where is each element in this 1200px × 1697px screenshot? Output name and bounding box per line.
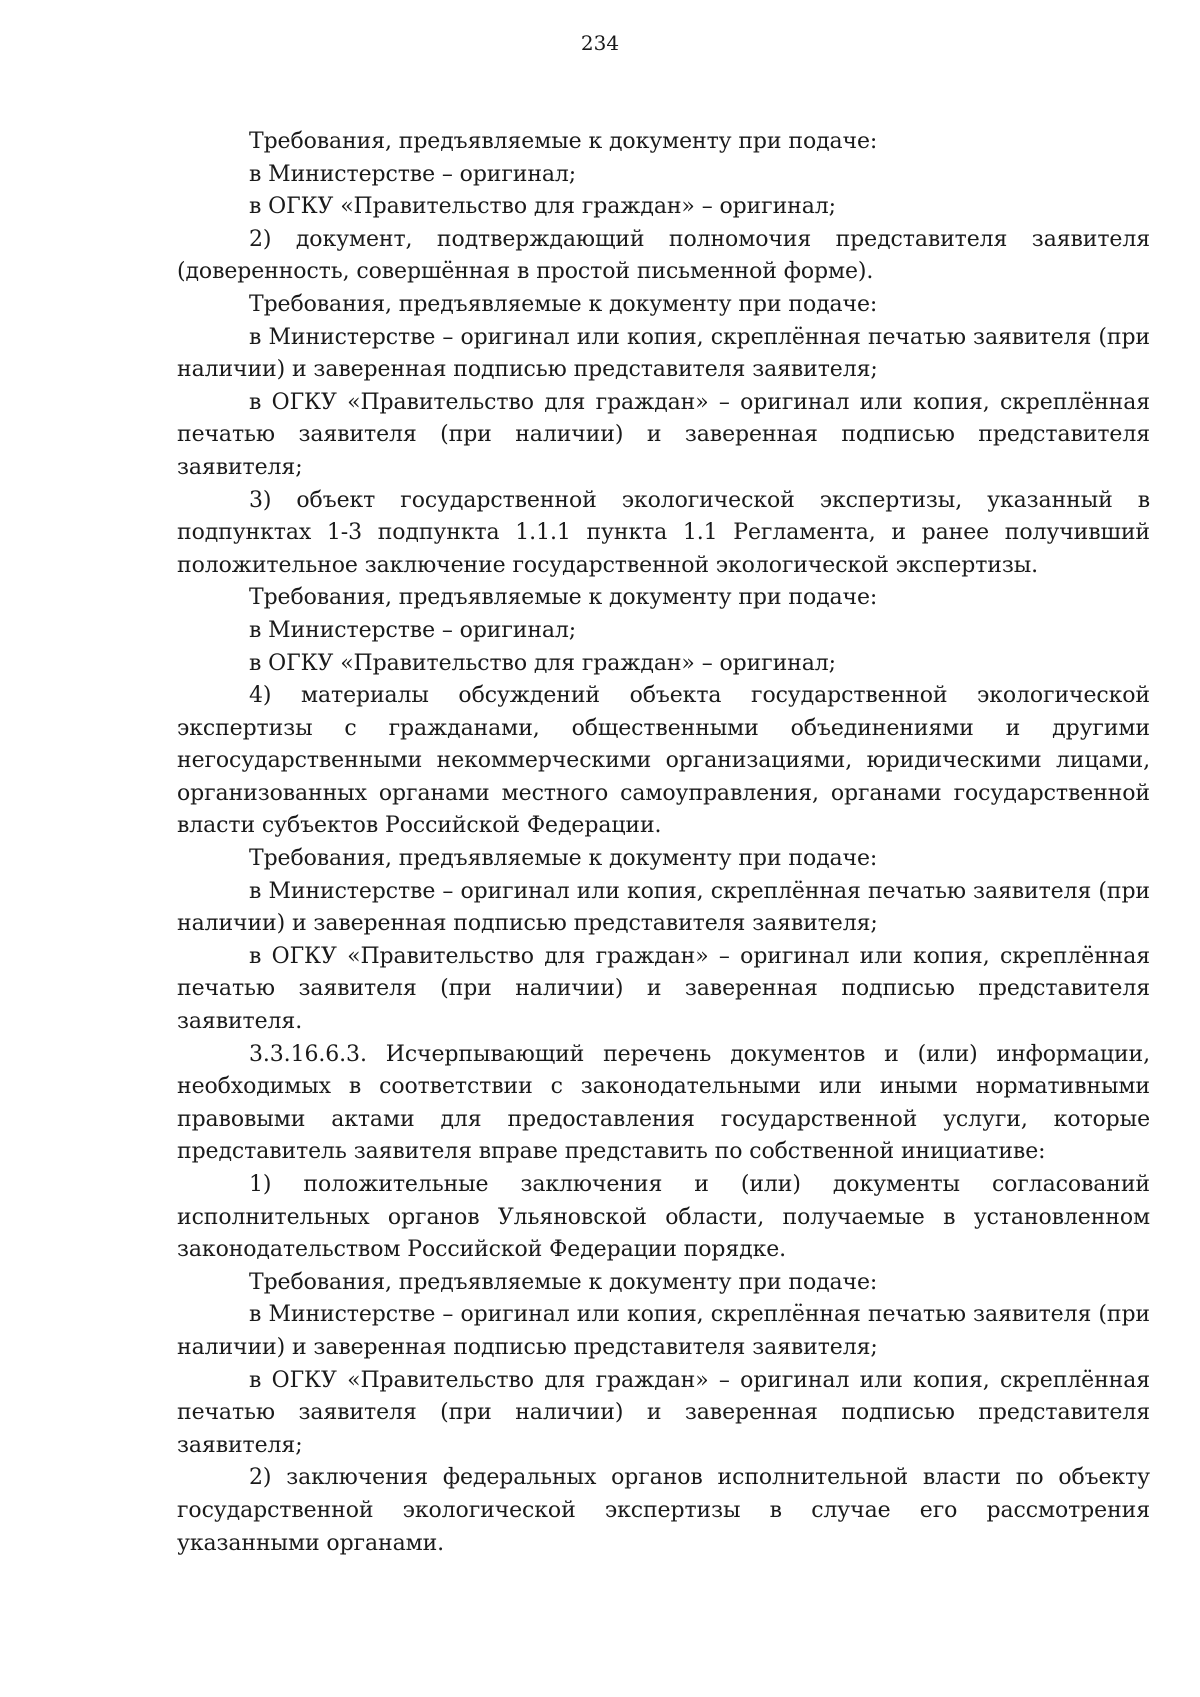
paragraph: 3) объект государственной экологической экспертизы, указанный в подпунктах 1-3 подпункта 1.1.1 пункта 1.1 Регламента, и ранее получивший положительное заключение государственной экологической экспертизы.: [177, 487, 1150, 578]
paragraph: в Министерстве – оригинал или копия, скреплённая печатью заявителя (при наличии) и заверенная подписью представителя заявителя;: [177, 324, 1150, 383]
paragraph: 2) документ, подтверждающий полномочия представителя заявителя (доверенность, совершённая в простой письменной форме).: [177, 226, 1150, 285]
paragraph: в ОГКУ «Правительство для граждан» – оригинал;: [249, 650, 836, 676]
paragraph: в Министерстве – оригинал или копия, скреплённая печатью заявителя (при наличии) и заверенная подписью представителя заявителя;: [177, 1302, 1150, 1360]
paragraph: 1) положительные заключения и (или) документы согласований исполнительных органов Ульяновской области, получаемые в установленном законодательством Российской Федерации порядке.: [177, 1172, 1150, 1263]
paragraph: Требования, предъявляемые к документу при подаче:: [249, 585, 878, 611]
paragraph: Требования, предъявляемые к документу при подаче:: [249, 1269, 878, 1295]
paragraph: 3.3.16.6.3. Исчерпывающий перечень документов и (или) информации, необходимых в соответствии с законодательными или иными нормативными правовыми актами для предоставления государственной услуги, которые представитель заявителя вправе представить по собственной инициативе:: [177, 1041, 1150, 1165]
document-body: [177, 126, 1150, 1560]
paragraph: в Министерстве – оригинал;: [249, 161, 577, 187]
paragraph: Требования, предъявляемые к документу при подаче:: [249, 129, 878, 154]
paragraph: в Министерстве – оригинал или копия, скреплённая печатью заявителя (при наличии) и заверенная подписью представителя заявителя;: [177, 878, 1150, 937]
paragraph: в ОГКУ «Правительство для граждан» – оригинал;: [249, 194, 836, 220]
paragraph: Требования, предъявляемые к документу при подаче:: [249, 291, 878, 317]
page-number: 234: [580, 31, 620, 55]
paragraph: в Министерстве – оригинал;: [249, 617, 577, 643]
paragraph: Требования, предъявляемые к документу при подаче:: [249, 846, 878, 872]
paragraph: в ОГКУ «Правительство для граждан» – оригинал или копия, скреплённая печатью заявителя (при наличии) и заверенная подписью представителя заявителя;: [177, 389, 1150, 480]
paragraph: в ОГКУ «Правительство для граждан» – оригинал или копия, скреплённая печатью заявителя (при наличии) и заверенная подписью представителя заявителя;: [177, 1367, 1150, 1458]
paragraph: 2) заключения федеральных органов исполнительной власти по объекту государственной экологической экспертизы в случае его рассмотрения указанными органами.: [177, 1465, 1150, 1556]
paragraph: в ОГКУ «Правительство для граждан» – оригинал или копия, скреплённая печатью заявителя (при наличии) и заверенная подписью представителя заявителя.: [177, 943, 1150, 1035]
paragraph: 4) материалы обсуждений объекта государственной экологической экспертизы с гражданами, общественными объединениями и другими негосударственными некоммерческими организациями, юридическими лицами, организованных органами местного самоуправления, органами государственной власти субъектов Российской Федерации.: [177, 683, 1150, 839]
